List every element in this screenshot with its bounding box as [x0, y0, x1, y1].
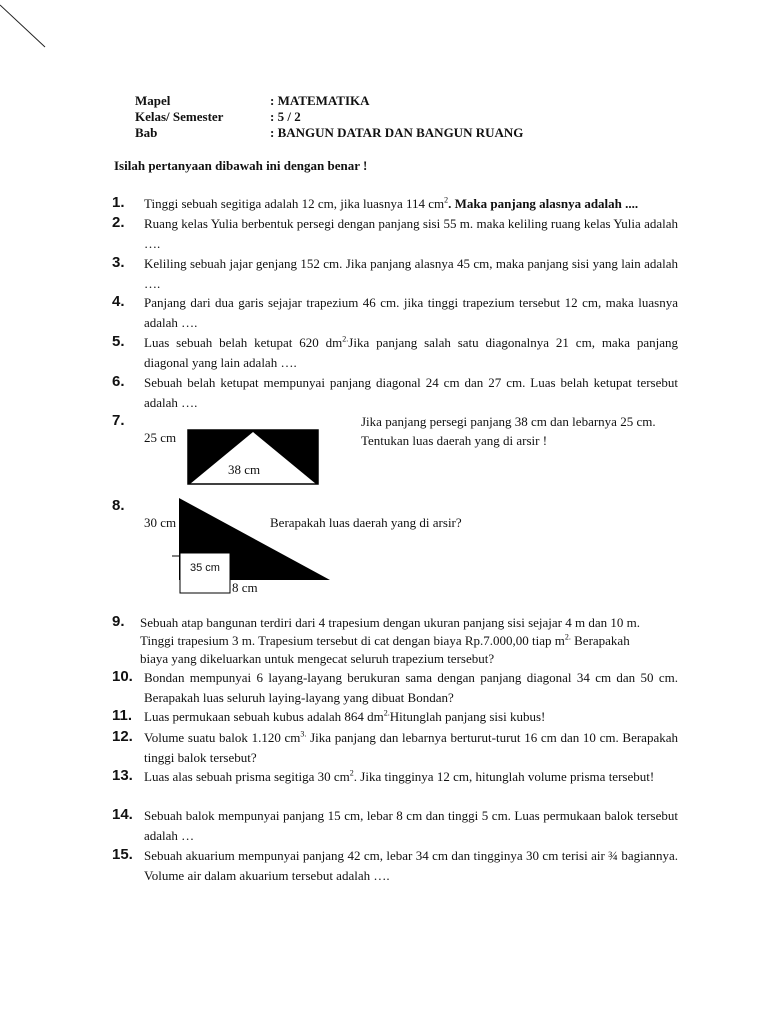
- question-10: [112, 668, 678, 708]
- kelas-label: Kelas/ Semester: [135, 109, 224, 124]
- q8-base-label: 8 cm: [232, 580, 258, 595]
- question-text-bold: . Maka panjang alasnya adalah ....: [448, 196, 639, 211]
- question-text: Sebuah belah ketupat mempunyai panjang diagonal 24 cm dan 27 cm. Luas belah ketupat tersebut adalah ….: [144, 375, 678, 410]
- question-text: Sebuah atap bangunan terdiri dari 4 trapesium dengan ukuran panjang sisi sejajar 4 m dan 10 m. Tinggi trapesium 3 m. Trapesium tersebut di cat dengan biaya Rp.7.000,00 tiap m: [140, 615, 640, 648]
- superscript: 2.: [342, 334, 349, 344]
- question-text: Sebuah balok mempunyai panjang 15 cm, lebar 8 cm dan tinggi 5 cm. Luas permukaan balok tersebut adalah …: [144, 808, 678, 843]
- superscript: 3.: [300, 729, 307, 739]
- question-text-cont: Jika panjang dan lebarnya berturut-turut 16 cm dan 10 cm. Berapakah tinggi balok tersebut?: [144, 730, 678, 765]
- question-text: Luas sebuah belah ketupat 620 dm: [144, 335, 343, 350]
- superscript: 2.: [383, 708, 390, 718]
- question-text-cont: Berapakah biaya yang dikeluarkan untuk mengecat seluruh trapezium tersebut?: [140, 633, 630, 666]
- superscript: 2: [444, 195, 449, 205]
- question-number: 10.: [112, 668, 133, 685]
- question-text: Volume suatu balok 1.120 cm: [144, 730, 301, 745]
- question-text-cont: Jika panjang salah satu diagonalnya 21 cm, maka panjang diagonal yang lain adalah ….: [144, 335, 678, 370]
- question-6: [112, 373, 678, 413]
- question-number: 14.: [112, 806, 133, 823]
- question-number: 11.: [112, 707, 133, 724]
- corner-fold-line: [0, 0, 50, 50]
- question-text: Tinggi sebuah segitiga adalah 12 cm, jika luasnya 114 cm: [144, 196, 445, 211]
- question-14: [112, 806, 678, 846]
- superscript: 2.: [564, 632, 571, 642]
- question-number: 12.: [112, 728, 133, 745]
- mapel-label: Mapel: [135, 93, 171, 108]
- question-number: 9.: [112, 613, 125, 630]
- question-number: 2.: [112, 214, 125, 231]
- bab-label: Bab: [135, 125, 158, 140]
- question-text: Bondan mempunyai 6 layang-layang berukuran sama dengan panjang diagonal 34 cm dan 50 cm. Berapakah luas seluruh laying-layang yang dibuat Bondan?: [144, 670, 678, 705]
- mapel-value: : MATEMATIKA: [270, 93, 370, 108]
- question-number: 8.: [112, 497, 125, 514]
- question-4: [112, 293, 678, 333]
- q7-question-text: Jika panjang persegi panjang 38 cm dan lebarnya 25 cm. Tentukan luas daerah yang di arsir !: [361, 414, 656, 448]
- question-1: [112, 194, 678, 214]
- document-header: [135, 93, 523, 141]
- question-number: 1.: [112, 194, 125, 211]
- question-text-cont: . Jika tingginya 12 cm, hitunglah volume prisma tersebut!: [353, 769, 655, 784]
- question-number: 5.: [112, 333, 125, 350]
- question-5: [112, 333, 678, 373]
- q7-width-label: 25 cm: [144, 430, 177, 445]
- question-13: [112, 767, 678, 787]
- question-9: [112, 614, 678, 668]
- instruction-text: Isilah pertanyaan dibawah ini dengan benar !: [114, 158, 368, 173]
- question-text-cont: Hitunglah panjang sisi kubus!: [389, 709, 546, 724]
- question-15: [112, 846, 678, 886]
- question-text: Panjang dari dua garis sejajar trapezium 46 cm. jika tinggi trapezium tersebut 12 cm, maka luasnya adalah ….: [144, 295, 678, 330]
- question-text: Sebuah akuarium mempunyai panjang 42 cm, lebar 34 cm dan tingginya 30 cm terisi air ¾ bagiannya. Volume air dalam akuarium tersebut adalah ….: [144, 848, 678, 883]
- q8-height-label: 30 cm: [144, 515, 177, 530]
- q8-question-text: Berapakah luas daerah yang di arsir?: [270, 515, 462, 530]
- q7-rectangle-figure: [187, 429, 321, 487]
- question-number: 15.: [112, 846, 133, 863]
- question-number: 7.: [112, 412, 125, 429]
- question-text: Keliling sebuah jajar genjang 152 cm. Jika panjang alasnya 45 cm, maka panjang sisi yang lain adalah ….: [144, 256, 678, 291]
- q7-length-label: 38 cm: [228, 462, 261, 477]
- q8-inner-label: 35 cm: [190, 562, 220, 574]
- question-text: Luas permukaan sebuah kubus adalah 864 dm: [144, 709, 384, 724]
- question-2: [112, 214, 678, 254]
- question-number: 3.: [112, 254, 125, 271]
- superscript: 2: [349, 768, 354, 778]
- question-11: [112, 707, 678, 727]
- question-12: [112, 728, 678, 768]
- question-number: 6.: [112, 373, 125, 390]
- question-3: [112, 254, 678, 294]
- question-number: 13.: [112, 767, 133, 784]
- question-text: Ruang kelas Yulia berbentuk persegi dengan panjang sisi 55 m. maka keliling ruang kelas Yulia adalah ….: [144, 216, 678, 251]
- bab-value: : BANGUN DATAR DAN BANGUN RUANG: [270, 125, 524, 140]
- kelas-value: : 5 / 2: [270, 109, 301, 124]
- question-number: 4.: [112, 293, 125, 310]
- question-text: Luas alas sebuah prisma segitiga 30 cm: [144, 769, 350, 784]
